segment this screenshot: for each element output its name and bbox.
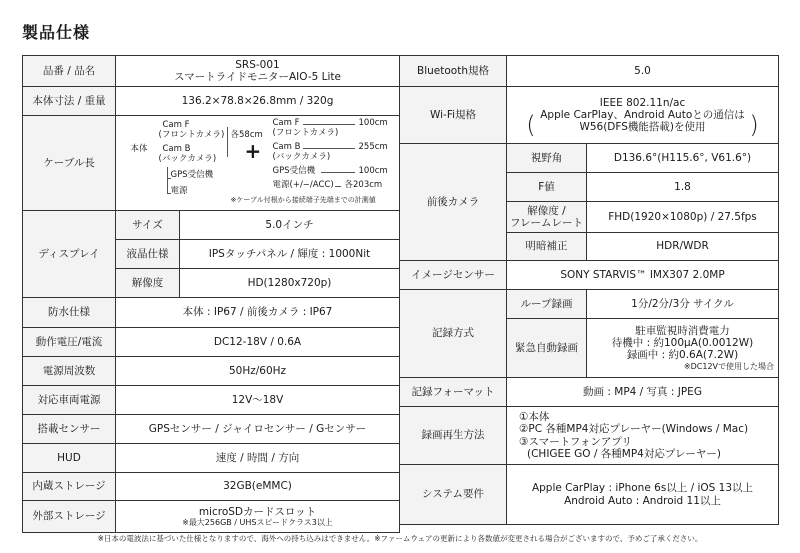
row-label-camera: 前後カメラ xyxy=(400,144,507,261)
waterproof-value: 本体 : IP67 / 前後カメラ : IP67 xyxy=(116,298,400,328)
row-label-bt: Bluetooth規格 xyxy=(400,56,507,87)
row-label-format: 記録フォーマット xyxy=(400,378,507,407)
display-res-value: HD(1280x720p) xyxy=(180,269,400,298)
camera-fov-value: D136.6°(H115.6°, V61.6°) xyxy=(587,144,779,173)
table-row xyxy=(23,56,400,87)
camera-hdr-value: HDR/WDR xyxy=(587,233,779,261)
cable-camb: Cam B xyxy=(162,144,191,154)
camera-res-value: FHD(1920×1080p) / 27.5fps xyxy=(587,202,779,233)
camera-f-value: 1.8 xyxy=(587,173,779,202)
table-row xyxy=(23,328,400,357)
record-emergency-label: 緊急自動録画 xyxy=(507,319,587,378)
sensor-value: GPSセンサー / ジャイロセンサー / Gセンサー xyxy=(116,415,400,444)
cable-len58: 各58cm xyxy=(230,130,263,140)
table-row xyxy=(400,290,779,319)
cable-r-gps: GPS受信機 xyxy=(272,166,316,176)
vehicle-value: 12V〜18V xyxy=(116,386,400,415)
spec-table-right xyxy=(399,55,779,525)
cable-r-camb: Cam B xyxy=(272,142,301,152)
table-row xyxy=(23,116,400,211)
freq-value: 50Hz/60Hz xyxy=(116,357,400,386)
cable-r-camf-sub: (フロントカメラ) xyxy=(272,128,339,138)
spec-table-left xyxy=(22,55,400,533)
table-row xyxy=(23,87,400,116)
table-row xyxy=(23,298,400,328)
cable-body-label: 本体 xyxy=(130,144,148,154)
table-row xyxy=(23,501,400,533)
row-label-internal: 内蔵ストレージ xyxy=(23,473,116,501)
table-row xyxy=(400,87,779,144)
table-row xyxy=(400,56,779,87)
row-label-size: 本体寸法 / 重量 xyxy=(23,87,116,116)
external-value: microSDカードスロット ※最大256GB / UHSスピードクラス3以上 xyxy=(116,501,400,533)
row-label-vehicle: 対応車両電源 xyxy=(23,386,116,415)
footer-note: ※日本の電波法に基づいた仕様となりますので、海外への持ち込みはできません。※ファームウェアの更新により各数値が変更される場合がございますので、予めご了承ください。 xyxy=(97,534,703,543)
record-emergency-value: 駐車監視時消費電力 待機中 : 約100µA(0.0012W) 録画中 : 約0.6A(7.2W) ※DC12Vで使用した場合 xyxy=(587,319,779,378)
cable-camf: Cam F xyxy=(162,120,190,130)
plus-icon: + xyxy=(244,139,262,163)
display-res-label: 解像度 xyxy=(116,269,180,298)
table-row xyxy=(400,144,779,173)
camera-hdr-label: 明暗補正 xyxy=(507,233,587,261)
bt-value: 5.0 xyxy=(507,56,779,87)
record-loop-label: ループ録画 xyxy=(507,290,587,319)
cable-camf-sub: (フロントカメラ) xyxy=(158,130,225,140)
cable-power: 電源 xyxy=(170,186,188,196)
cable-gps: GPS受信機 xyxy=(170,170,214,180)
row-label-sensor: 搭載センサー xyxy=(23,415,116,444)
cable-r-camb-sub: (バックカメラ) xyxy=(272,152,331,162)
row-label-system: システム要件 xyxy=(400,465,507,525)
cable-r-camf: Cam F xyxy=(272,118,300,128)
internal-value: 32GB(eMMC) xyxy=(116,473,400,501)
table-row xyxy=(23,415,400,444)
display-panel-value: IPSタッチパネル / 輝度 : 1000Nit xyxy=(180,240,400,269)
table-row xyxy=(23,473,400,501)
playback-value: ①本体 ②PC 各種MP4対応プレーヤー(Windows / Mac) ③スマートフォンアプリ (CHIGEE GO / 各種MP4対応プレーヤー) xyxy=(507,407,779,465)
table-row xyxy=(23,444,400,473)
row-label-display: ディスプレイ xyxy=(23,211,116,298)
camera-fov-label: 視野角 xyxy=(507,144,587,173)
cable-r-power: 電源(+/−/ACC) xyxy=(272,180,334,190)
row-label-external: 外部ストレージ xyxy=(23,501,116,533)
cable-r-gps-len: 100cm xyxy=(358,166,388,176)
cable-camb-sub: (バックカメラ) xyxy=(158,154,217,164)
cable-r-camf-len: 100cm xyxy=(358,118,388,128)
table-row xyxy=(23,211,400,240)
wifi-value: IEEE 802.11n/ac ( Apple CarPlay、Android Autoとの通信は W56(DFS機能搭載)を使用 ) xyxy=(507,87,779,144)
display-size-value: 5.0インチ xyxy=(180,211,400,240)
image-sensor-value: SONY STARVIS™ IMX307 2.0MP xyxy=(507,261,779,290)
row-label-model: 品番 / 品名 xyxy=(23,56,116,87)
table-row xyxy=(23,357,400,386)
cable-note: ※ケーブル付根から接続端子先端までの計測値 xyxy=(230,196,376,204)
hud-value: 速度 / 時間 / 方向 xyxy=(116,444,400,473)
system-value: Apple CarPlay : iPhone 6s以上 / iOS 13以上 Android Auto : Android 11以上 xyxy=(507,465,779,525)
format-value: 動画 : MP4 / 写真 : JPEG xyxy=(507,378,779,407)
record-loop-value: 1分/2分/3分 サイクル xyxy=(587,290,779,319)
row-label-waterproof: 防水仕様 xyxy=(23,298,116,328)
display-size-label: サイズ xyxy=(116,211,180,240)
display-panel-label: 液晶仕様 xyxy=(116,240,180,269)
row-label-playback: 録画再生方法 xyxy=(400,407,507,465)
row-label-image-sensor: イメージセンサー xyxy=(400,261,507,290)
voltage-value: DC12-18V / 0.6A xyxy=(116,328,400,357)
page-title: 製品仕様 xyxy=(22,23,91,42)
table-row xyxy=(400,407,779,465)
cable-r-camb-len: 255cm xyxy=(358,142,388,152)
camera-f-label: F値 xyxy=(507,173,587,202)
row-label-cable: ケーブル長 xyxy=(23,116,116,211)
model-value: SRS-001 スマートライドモニターAIO-5 Lite xyxy=(116,56,400,87)
table-row xyxy=(400,465,779,525)
table-row xyxy=(400,261,779,290)
table-row xyxy=(23,386,400,415)
row-label-wifi: Wi-Fi規格 xyxy=(400,87,507,144)
row-label-freq: 電源周波数 xyxy=(23,357,116,386)
row-label-record: 記録方式 xyxy=(400,290,507,378)
cable-diagram xyxy=(116,116,400,211)
camera-res-label: 解像度 / フレームレート xyxy=(507,202,587,233)
table-row xyxy=(400,378,779,407)
cable-r-power-len: 各203cm xyxy=(344,180,383,190)
row-label-hud: HUD xyxy=(23,444,116,473)
row-label-voltage: 動作電圧/電流 xyxy=(23,328,116,357)
size-value: 136.2×78.8×26.8mm / 320g xyxy=(116,87,400,116)
